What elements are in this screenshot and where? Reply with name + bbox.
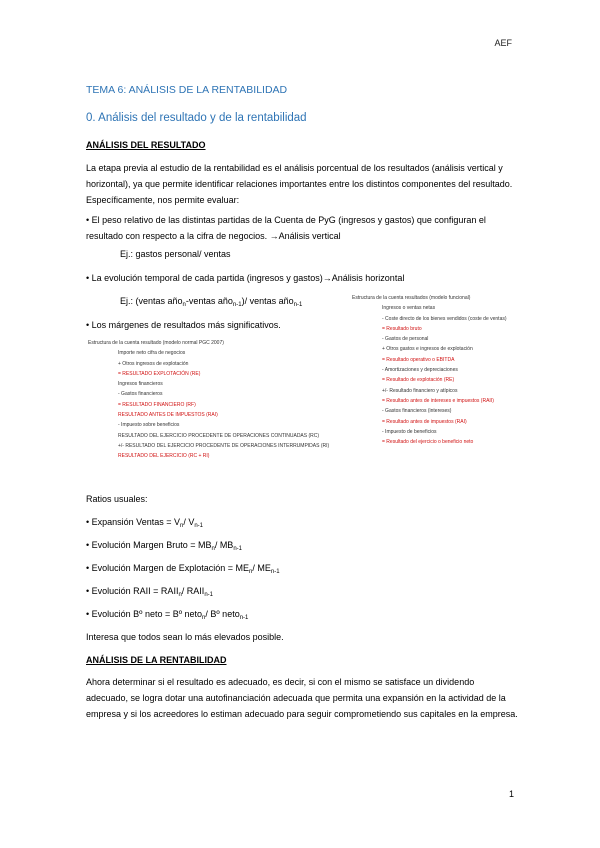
figure-line: = RESULTADO EXPLOTACIÓN (RE) <box>118 370 201 377</box>
section-subtitle: 0. Análisis del resultado y de la rentabilidad <box>86 112 307 124</box>
ratio-item: • Expansión Ventas = $V_n/$ $V_{n-1}$ <box>86 517 203 529</box>
figure-line: +/- RESULTADO DEL EJERCICIO PROCEDENTE DE OPERACIONES INTERRUMPIDAS (RI) <box>118 442 330 449</box>
figure-line: = Resultado antes de impuestos (RAI) <box>382 418 467 425</box>
figure-line: - Gastos financieros (intereses) <box>382 408 452 415</box>
figure-line: - Gastos financieros <box>118 391 163 398</box>
figure-line: = Resultado antes de intereses e impuestos (RAII) <box>382 397 494 404</box>
page-number: 1 <box>508 789 514 799</box>
section-heading-rentabilidad: ANÁLISIS DE LA RENTABILIDAD <box>86 655 227 665</box>
figure-line: RESULTADO DEL EJERCICIO PROCEDENTE DE OPERACIONES CONTINUADAS (RC) <box>118 432 320 439</box>
figure-line: - Impuesto sobre beneficios <box>118 422 180 429</box>
ratio-item: • Evolución Bº neto = Bº neto$_n$/ Bº neto$_{n-1}$ <box>86 609 249 621</box>
figure-line: Importe neto cifra de negocios <box>118 350 186 357</box>
figure-line: = Resultado operativo o EBITDA <box>382 356 455 363</box>
figure-line: RESULTADO ANTES DE IMPUESTOS (RAI) <box>118 412 218 419</box>
example-horizontal: Ej.: (ventas año$_n$-ventas año$_{n-1}$)/ ventas año$_{n-1}$ <box>120 296 303 308</box>
ratio-item: • Evolución Margen de Explotación = $ME_n/$ $ME_{n-1}$ <box>86 563 280 575</box>
figure-line: Ingresos o ventas netas <box>382 305 436 312</box>
page-title: TEMA 6: ANÁLISIS DE LA RENTABILIDAD <box>86 84 288 96</box>
bullet-horizontal-analysis: • La evolución temporal de cada partida (ingresos y gastos)→Análisis horizontal <box>86 273 405 283</box>
figure-line: Ingresos financieros <box>118 381 163 388</box>
figure-line: = Resultado bruto <box>382 325 422 332</box>
figure-line: = Resultado del ejercicio o beneficio neto <box>382 439 474 446</box>
figure-title: Estructura de la cuenta resultados (modelo funcional) <box>352 295 471 301</box>
figure-line: - Coste directo de los bienes vendidos (coste de ventas) <box>382 315 507 322</box>
figure-line: = Resultado de explotación (RE) <box>382 377 455 384</box>
figure-line: = RESULTADO FINANCIERO (RF) <box>118 401 196 408</box>
figure-income-statement-normal <box>88 338 329 462</box>
example-vertical: Ej.: gastos personal/ ventas <box>120 249 231 259</box>
bullet-vertical-analysis: • El peso relativo de las distintas partidas de la Cuenta de PyG (ingresos y gastos) que configuran el resultado con respecto a la cifra de negocios. →Análisis vertical <box>86 215 486 241</box>
figure-line: +/- Resultado financiero y atípicos <box>382 387 458 394</box>
intro-paragraph: La etapa previa al estudio de la rentabilidad es el análisis porcentual de los resultados (análisis vertical y horizontal), ya que permite identificar relaciones importantes entre los distintos componentes del resultado. Específicamente, nos permite evaluar: <box>86 163 513 205</box>
figure-line: - Impuesto de beneficios <box>382 428 437 435</box>
ratio-item: • Evolución RAII = $RAII_n/$ $RAII_{n-1}$ <box>86 586 213 598</box>
ratio-item: • Evolución Margen Bruto = $MB_n/$ $MB_{n-1}$ <box>86 540 242 552</box>
figure-income-statement-functional <box>352 293 507 447</box>
ratios-note: Interesa que todos sean lo más elevados posible. <box>86 632 284 642</box>
section-heading-resultado: ANÁLISIS DEL RESULTADO <box>86 140 206 150</box>
figure-line: RESULTADO DEL EJERCICIO (RC + RI) <box>118 453 210 460</box>
rentabilidad-paragraph: Ahora determinar si el resultado es adecuado, es decir, si con el mismo se satisface un dividendo adecuado, se logra dotar una autofinanciación adecuada que permita una expansión en la actividad de la empresa y si los acreedores lo estiman adecuado para seguir comprometiendo sus capitales en la empresa. <box>86 677 518 719</box>
figure-line: - Amortizaciones y depreciaciones <box>382 367 458 374</box>
figure-title: Estructura de la cuenta resultado (modelo normal PGC 2007) <box>88 340 224 346</box>
header-doc-code: AEF <box>494 38 512 48</box>
bullet-margins: • Los márgenes de resultados más significativos. <box>86 320 281 330</box>
figure-line: - Gastos de personal <box>382 336 429 343</box>
ratios-heading: Ratios usuales: <box>86 494 148 504</box>
figure-line: + Otros ingresos de explotación <box>118 360 189 367</box>
figure-line: + Otros gastos e ingresos de explotación <box>382 346 473 353</box>
